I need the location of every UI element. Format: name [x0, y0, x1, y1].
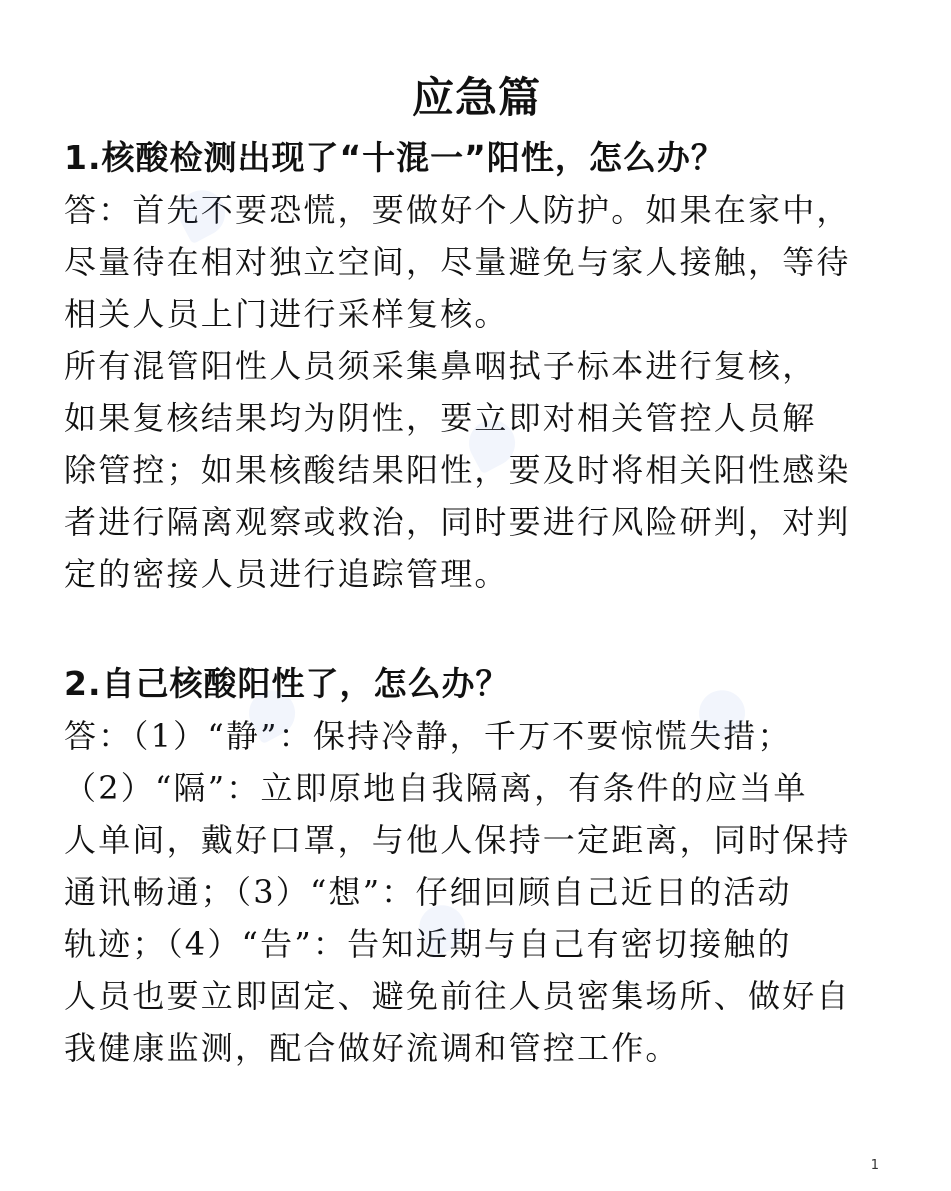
text-line: 我健康监测，配合做好流调和管控工作。 [64, 1029, 680, 1067]
answer-paragraph [64, 184, 889, 340]
text-line: 所有混管阳性人员须采集鼻咽拭子标本进行复核， [64, 347, 817, 385]
answer-paragraph [64, 710, 889, 1074]
text-line: 除管控；如果核酸结果阳性，要及时将相关阳性感染 [64, 451, 851, 489]
section-2 [64, 658, 889, 1074]
text-line: 人员也要立即固定、避免前往人员密集场所、做好自 [64, 977, 851, 1015]
question-heading: 1.核酸检测出现了“十混一”阳性，怎么办？ [64, 138, 725, 177]
body-paragraph [64, 340, 889, 600]
text-line: 尽量待在相对独立空间，尽量避免与家人接触，等待 [64, 243, 851, 281]
text-line: 者进行隔离观察或救治，同时要进行风险研判，对判 [64, 503, 851, 541]
text-line: 答：（1）“静”：保持冷静，千万不要惊慌失措； [64, 717, 792, 755]
text-line: 答：首先不要恐慌，要做好个人防护。如果在家中， [64, 191, 851, 229]
text-line: 轨迹；（4）“告”：告知近期与自己有密切接触的 [64, 925, 792, 963]
text-line: 通讯畅通；（3）“想”：仔细回顾自己近日的活动 [64, 873, 792, 911]
text-line: 定的密接人员进行追踪管理。 [64, 555, 509, 593]
page-title: 应急篇 [411, 73, 541, 122]
text-line: 人单间，戴好口罩，与他人保持一定距离，同时保持 [64, 821, 851, 859]
question-heading: 2.自己核酸阳性了，怎么办？ [64, 664, 510, 703]
text-line: 如果复核结果均为阴性，要立即对相关管控人员解 [64, 399, 817, 437]
page-number: 1 [870, 1158, 879, 1173]
text-line: 相关人员上门进行采样复核。 [64, 295, 509, 333]
section-1 [64, 132, 889, 600]
text-line: （2）“隔”：立即原地自我隔离，有条件的应当单 [64, 769, 808, 807]
